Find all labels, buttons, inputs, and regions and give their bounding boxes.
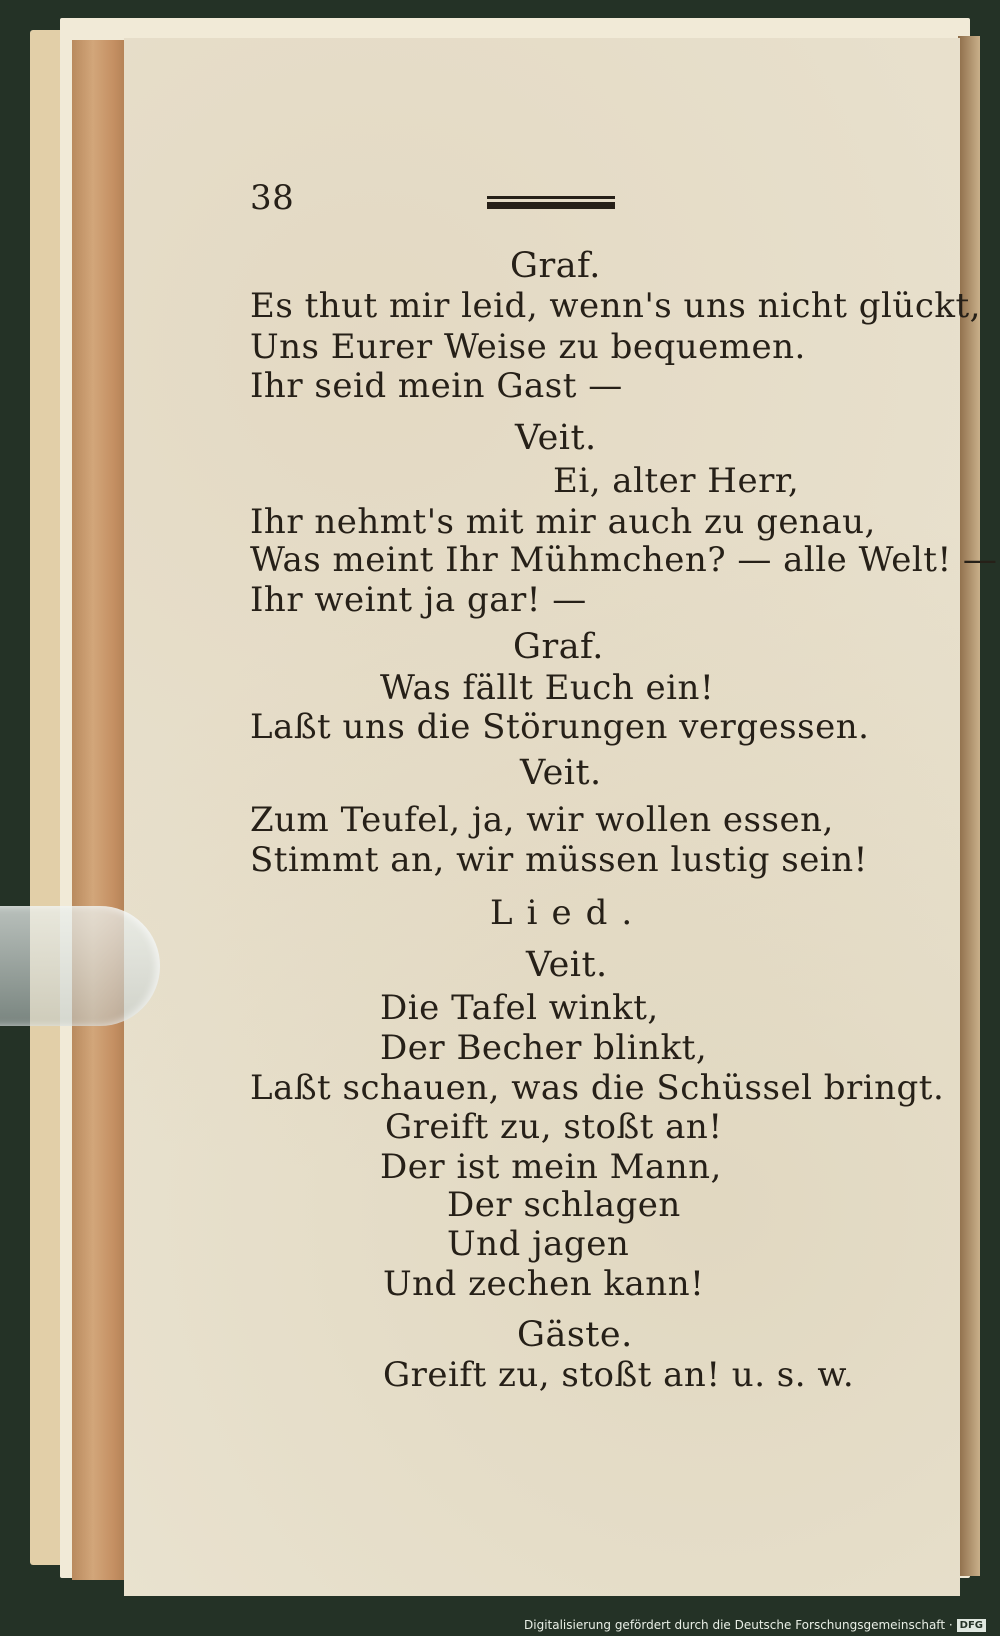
verse-line: Ihr weint ja gar! —	[250, 580, 587, 620]
verse-line: Stimmt an, wir müssen lustig sein!	[250, 840, 868, 880]
verse-line: Der schlagen	[447, 1185, 681, 1225]
verse-line: Die Tafel winkt,	[380, 988, 659, 1028]
speaker-heading: Veit.	[520, 753, 602, 793]
footer-credit	[524, 1618, 986, 1632]
speaker-heading: Gäste.	[517, 1315, 633, 1355]
verse-line: Es thut mir leid, wenn's uns nicht glückt,	[250, 286, 981, 326]
header-rule	[487, 196, 615, 210]
verse-line: Der ist mein Mann,	[380, 1147, 722, 1187]
verse-line: Ihr nehmt's mit mir auch zu genau,	[250, 502, 876, 542]
thumb-clip	[0, 906, 160, 1026]
verse-line: Greift zu, stoßt an! u. s. w.	[383, 1355, 855, 1395]
verse-line: Was fällt Euch ein!	[380, 668, 715, 708]
verse-line: Was meint Ihr Mühmchen? — alle Welt! —	[250, 540, 998, 580]
verse-line: Uns Eurer Weise zu bequemen.	[250, 327, 806, 367]
verse-line: Der Becher blinkt,	[380, 1028, 708, 1068]
verse-line: Und jagen	[447, 1224, 630, 1264]
verse-line: Zum Teufel, ja, wir wollen essen,	[250, 800, 834, 840]
verse-line: Ei, alter Herr,	[553, 461, 800, 501]
speaker-heading: Veit.	[526, 945, 608, 985]
page-number: 38	[250, 178, 295, 218]
speaker-heading: Graf.	[513, 627, 604, 667]
verse-line: Laßt schauen, was die Schüssel bringt.	[250, 1068, 945, 1108]
song-heading: Lied.	[490, 893, 647, 933]
verse-line: Laßt uns die Störungen vergessen.	[250, 707, 870, 747]
speaker-heading: Graf.	[510, 246, 601, 286]
speaker-heading: Veit.	[515, 418, 597, 458]
dfg-logo: DFG	[957, 1619, 986, 1632]
verse-line: Ihr seid mein Gast —	[250, 366, 623, 406]
verse-line: Greift zu, stoßt an!	[385, 1107, 723, 1147]
credit-text: Digitalisierung gefördert durch die Deutsche Forschungsgemeinschaft ·	[524, 1618, 953, 1632]
verse-line: Und zechen kann!	[383, 1264, 705, 1304]
